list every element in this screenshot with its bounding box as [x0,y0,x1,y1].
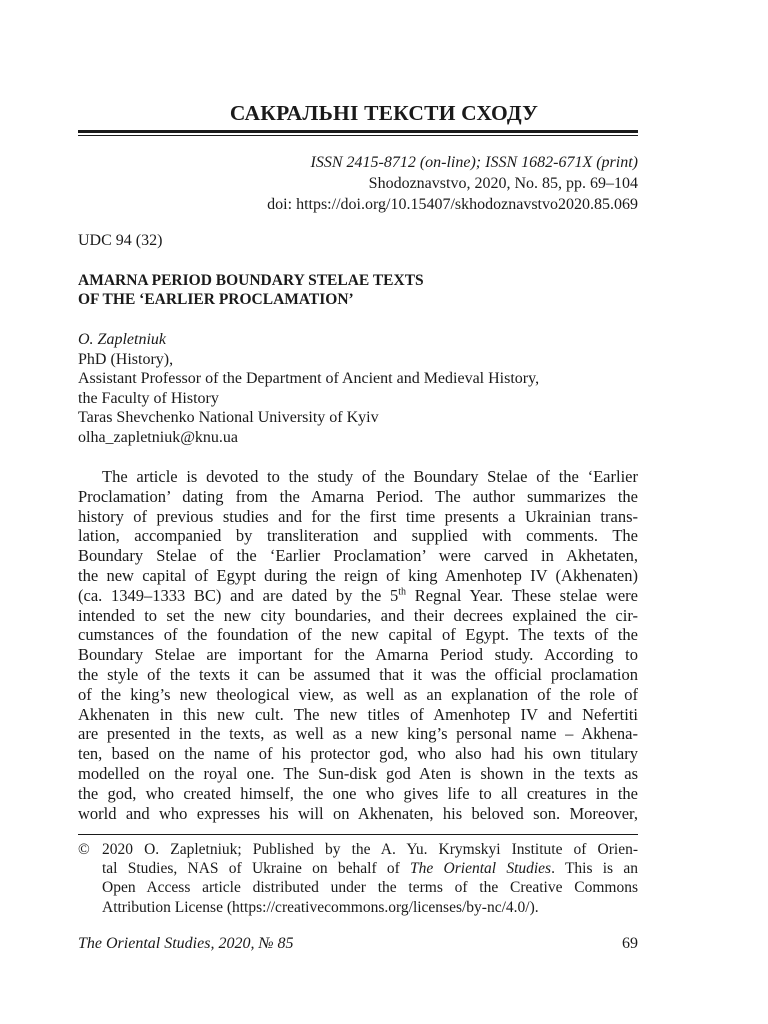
article-title-line-2: OF THE ‘EARLIER PROCLAMATION’ [78,291,354,308]
header-rule-thin [78,135,638,136]
footnote-line: 2020 O. Zapletniuk; Published by the A. Yu. Krymskyi Institute of Orien- [102,841,638,858]
abstract-line: of the king’s new theological view, as well as an explanation of the role of [78,684,638,704]
author-name: O. Zapletniuk [78,331,166,348]
abstract-line: world and who expresses his will on Akhenaten, his beloved son. Moreover, [78,803,638,823]
copyright-icon: © [78,841,90,858]
author-faculty: the Faculty of History [78,389,219,407]
abstract-line: Proclamation’ dating from the Amarna Period. The author summarizes the [78,486,638,506]
author-email[interactable]: olha_zapletniuk@knu.ua [78,428,239,446]
udc-code: UDC 94 (32) [78,232,163,249]
author-degree: PhD (History), [78,350,174,368]
copyright-text [102,840,638,917]
footer-journal: The Oriental Studies, 2020, № 85 [78,935,294,952]
journal-name-italic: The Oriental Studies [410,860,552,878]
journal-citation-line: Shodoznavstvo, 2020, No. 85, pp. 69–104 [368,175,638,192]
copyright-footnote [78,840,638,917]
abstract-line: the new capital of Egypt during the reign of king Amenhotep IV (Akhenaten) [78,565,638,585]
author-university: Taras Shevchenko National University of Kyiv [78,409,379,427]
abstract-line: the style of the texts it can be assumed that it was the official proclamation [78,664,638,684]
header-rule-thick [78,130,638,133]
author-position: Assistant Professor of the Department of Ancient and Medieval History, [78,370,540,388]
abstract-line: Boundary Stelae are important for the Amarna Period study. According to [78,645,638,665]
abstract-line: intended to set the new city boundaries, and their decrees explained the cir- [78,605,638,625]
article-title-line-1: AMARNA PERIOD BOUNDARY STELAE TEXTS [78,272,424,289]
abstract-line: modelled on the royal one. The Sun-disk god Aten is shown in the texts as [78,763,638,783]
footnote-line [102,859,638,878]
abstract-line: the god, who created himself, the one who gives life to all creatures in the [78,783,638,803]
abstract-line: The article is devoted to the study of the Boundary Stelae of the ‘Earlier [102,467,638,486]
abstract-line: history of previous studies and for the first time presents a Ukrainian trans- [78,506,638,526]
footnote-text: tal Studies, NAS of Ukraine on behalf of [102,860,411,878]
abstract-line: ten, based on the name of his protector god, who also had his own titulary [78,744,638,764]
abstract-line: (ca. 1349–1333 BC) and are dated by the 5th Regnal Year. These stelae were [78,585,638,605]
doi-link[interactable]: doi: https://doi.org/10.15407/skhodoznavstvo2020.85.069 [267,196,638,213]
publication-meta [267,152,638,215]
footnote-line: Open Access article distributed under the terms of the Creative Commons [102,879,638,897]
footnote-text: . This is an [551,860,638,878]
abstract-line: lation, accompanied by transliteration and supplied with comments. The [78,526,638,546]
abstract-line: Boundary Stelae of the ‘Earlier Proclamation’ were carved in Akhetaten, [78,546,638,566]
author-block [78,330,638,448]
issn-line: ISSN 2415-8712 (on-line); ISSN 1682-671X (print) [310,154,638,171]
license-link[interactable]: Attribution License (https://creativecommons.org/licenses/by-nc/4.0/). [102,898,539,916]
abstract [78,467,638,823]
section-title: САКРАЛЬНІ ТЕКСТИ СХОДУ [229,101,539,125]
footnote-rule [78,834,638,835]
abstract-line: cumstances of the foundation of the new capital of Egypt. The texts of the [78,625,638,645]
page-number: 69 [622,935,638,952]
abstract-line: Akhenaten in this new cult. The new titles of Amenhotep IV and Nefertiti [78,704,638,724]
article-title [78,271,638,309]
abstract-line: are presented in the texts, as well as a new king’s personal name – Akhena- [78,724,638,744]
